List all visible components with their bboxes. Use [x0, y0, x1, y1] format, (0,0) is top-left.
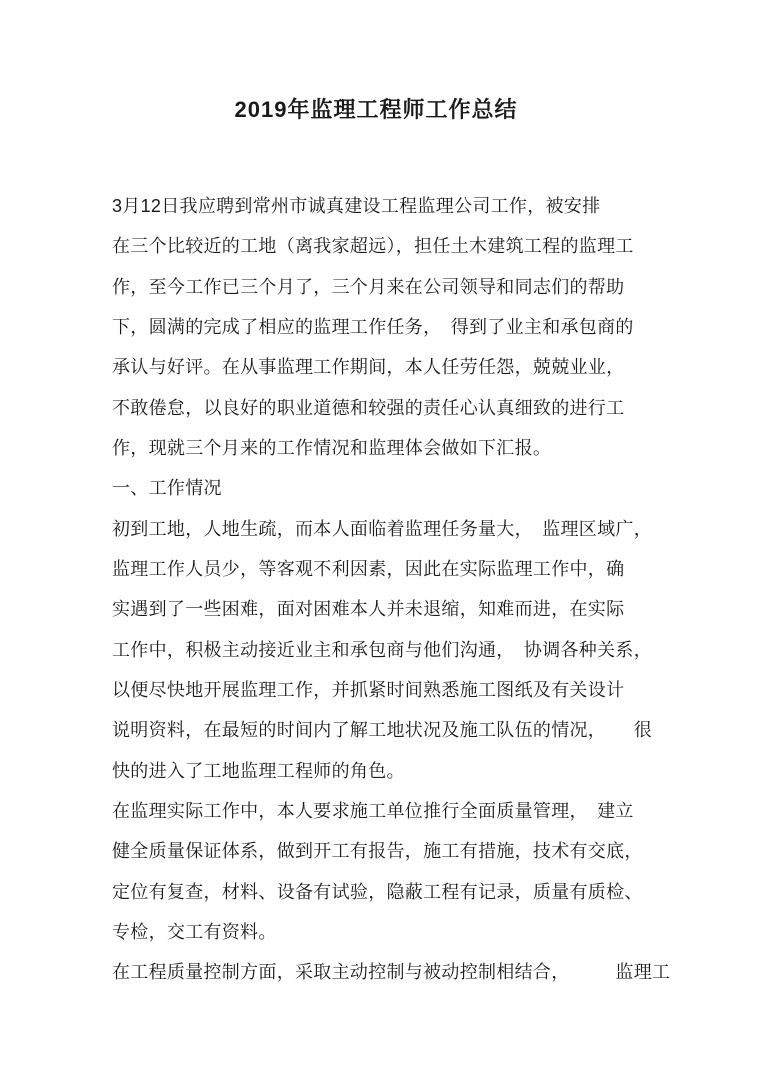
- body-line: 快的进入了工地监理工程师的角色。: [112, 760, 405, 781]
- body-line: 不敢倦怠，以良好的职业道德和较强的责任心认真细致的进行工: [112, 397, 625, 418]
- body-line: 定位有复查，材料、设备有试验，隐蔽工程有记录，质量有质检、: [112, 881, 643, 902]
- body-line: 3月12日我应聘到常州市诚真建设工程监理公司工作，被安排: [112, 196, 601, 216]
- document-body: [112, 186, 671, 993]
- body-line: 在工程质量控制方面，采取主动控制与被动控制相结合， 监理工: [112, 962, 671, 983]
- body-line: 以便尽快地开展监理工作，并抓紧时间熟悉施工图纸及有关设计: [112, 679, 625, 700]
- body-line: 实遇到了一些困难，面对困难本人并未退缩，知难而进，在实际: [112, 599, 625, 620]
- body-line: 在监理实际工作中，本人要求施工单位推行全面质量管理， 建立: [112, 800, 634, 821]
- body-line: 监理工作人员少，等客观不利因素，因此在实际监理工作中，确: [112, 558, 625, 579]
- document-title: 2019年监理工程师工作总结: [234, 97, 518, 122]
- body-line: 下，圆满的完成了相应的监理工作任务， 得到了业主和承包商的: [112, 316, 634, 337]
- body-line: 初到工地，人地生疏，而本人面临着监理任务量大， 监理区域广，: [112, 518, 652, 539]
- body-line: 专检，交工有资料。: [112, 921, 277, 942]
- body-line: 承认与好评。在从事监理工作期间，本人任劳任怨，兢兢业业，: [112, 357, 625, 378]
- body-line: 在三个比较近的工地（离我家超远），担任土木建筑工程的监理工: [112, 236, 634, 257]
- body-line: 工作中，积极主动接近业主和承包商与他们沟通， 协调各种关系，: [112, 639, 652, 660]
- body-line: 作，现就三个月来的工作情况和监理体会做如下汇报。: [112, 437, 552, 458]
- body-line: 说明资料，在最短的时间内了解工地状况及施工队伍的情况， 很: [112, 720, 652, 741]
- body-line: 作，至今工作已三个月了，三个月来在公司领导和同志们的帮助: [112, 276, 625, 297]
- body-line: 健全质量保证体系，做到开工有报告，施工有措施，技术有交底，: [112, 841, 643, 862]
- body-line: 一、工作情况: [112, 478, 222, 499]
